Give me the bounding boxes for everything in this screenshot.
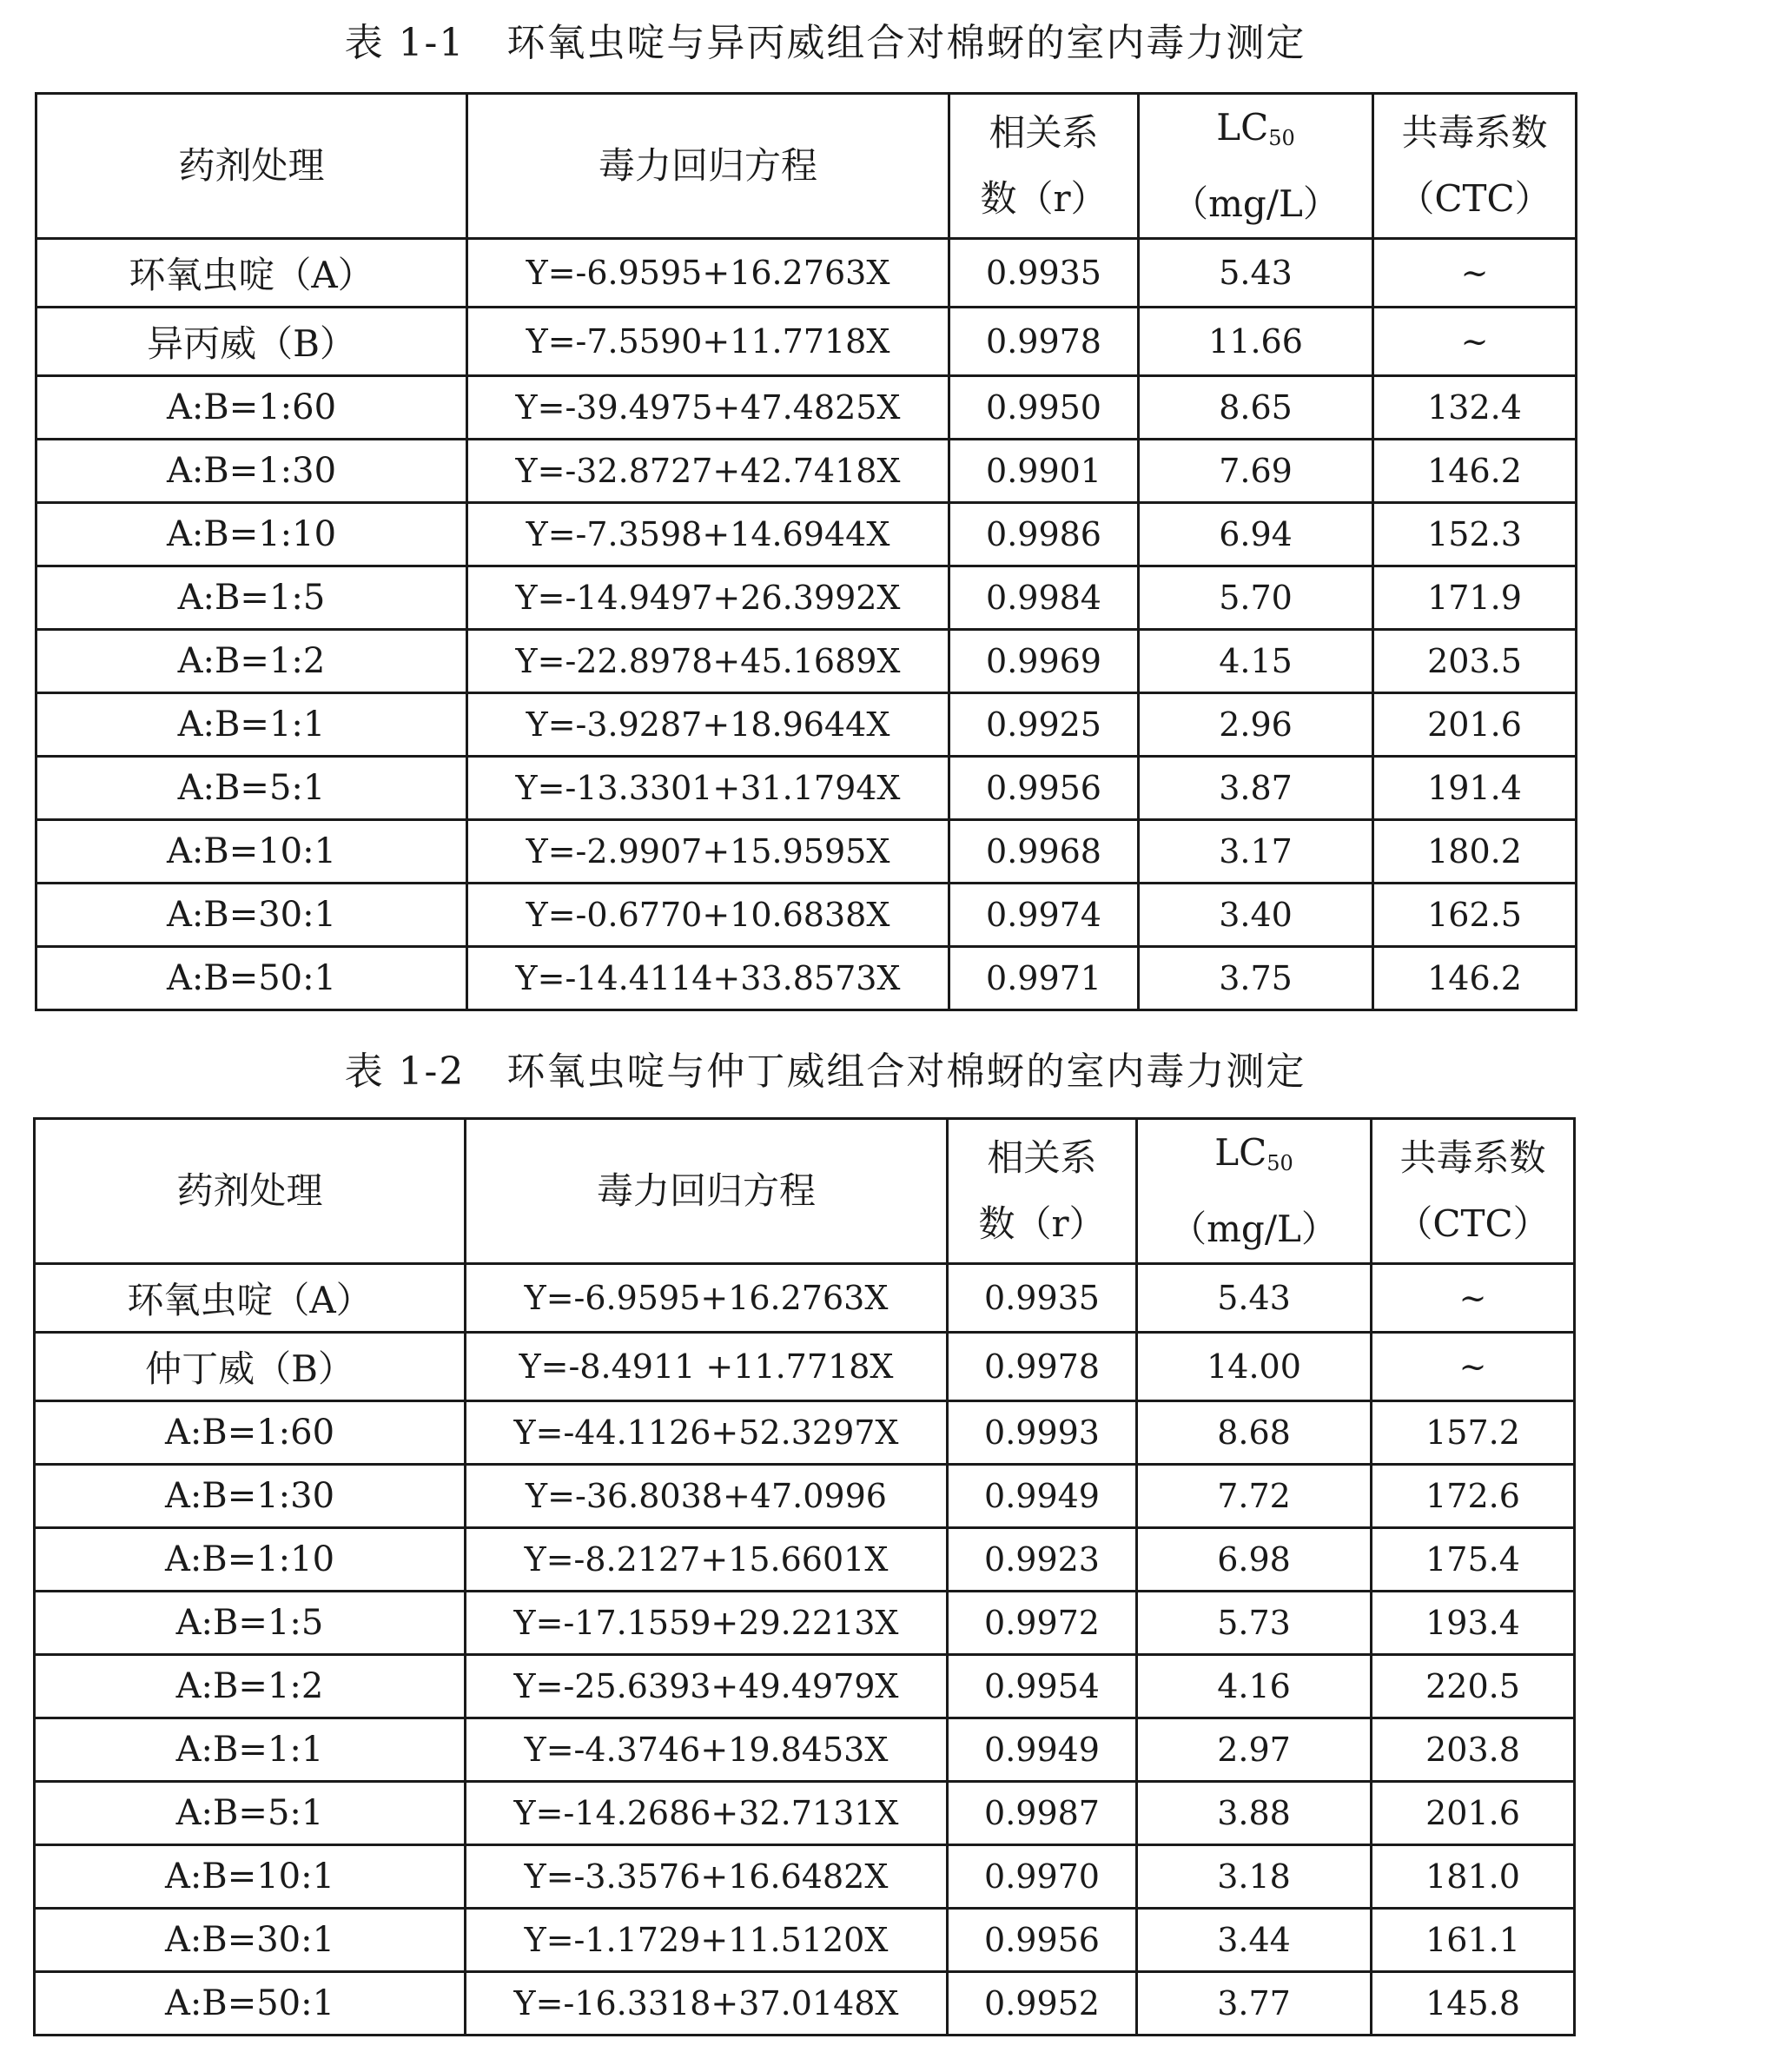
cell-ctc: 161.1 bbox=[1372, 1909, 1575, 1972]
table-row bbox=[35, 1465, 1575, 1528]
cell-treatment: A:B=50:1 bbox=[36, 947, 467, 1010]
cell-ctc: 191.4 bbox=[1373, 757, 1577, 820]
cell-equation: Y=-13.3301+31.1794X bbox=[467, 757, 949, 820]
table-row bbox=[35, 1333, 1575, 1401]
cell-equation: Y=-4.3746+19.8453X bbox=[466, 1718, 948, 1782]
cell-treatment: A:B=50:1 bbox=[35, 1972, 466, 2036]
table-row bbox=[36, 693, 1577, 757]
cell-treatment: A:B=1:2 bbox=[35, 1655, 466, 1718]
col-header-treatment: 药剂处理 bbox=[35, 1119, 466, 1264]
table-row bbox=[36, 820, 1577, 884]
table-row bbox=[36, 440, 1577, 503]
cell-r: 0.9969 bbox=[949, 630, 1139, 693]
cell-ctc: ~ bbox=[1373, 308, 1577, 376]
col-header-lc-sub: 50 bbox=[1266, 1151, 1293, 1175]
cell-r: 0.9972 bbox=[948, 1592, 1137, 1655]
cell-equation: Y=-3.3576+16.6482X bbox=[466, 1845, 948, 1909]
cell-r: 0.9987 bbox=[948, 1782, 1137, 1845]
table-row bbox=[36, 376, 1577, 440]
cell-equation: Y=-36.8038+47.0996 bbox=[466, 1465, 948, 1528]
col-header-lc-sub: 50 bbox=[1268, 126, 1295, 150]
cell-lc50: 2.97 bbox=[1137, 1718, 1372, 1782]
cell-r: 0.9923 bbox=[948, 1528, 1137, 1592]
col-header-lc50 bbox=[1139, 94, 1373, 239]
table-row bbox=[35, 1909, 1575, 1972]
table-row bbox=[36, 503, 1577, 566]
cell-ctc: 132.4 bbox=[1373, 376, 1577, 440]
col-header-ctc bbox=[1373, 94, 1577, 239]
col-header-lc-unit: （mg/L） bbox=[1172, 182, 1339, 225]
table-row bbox=[35, 1592, 1575, 1655]
col-header-r-line1: 相关系 bbox=[987, 1136, 1097, 1179]
cell-r: 0.9901 bbox=[949, 440, 1139, 503]
col-header-r-line2: 数（r） bbox=[980, 177, 1108, 220]
cell-r: 0.9970 bbox=[948, 1845, 1137, 1909]
col-header-ctc-line2: （CTC） bbox=[1398, 177, 1551, 220]
cell-equation: Y=-3.9287+18.9644X bbox=[467, 693, 949, 757]
cell-equation: Y=-14.9497+26.3992X bbox=[467, 566, 949, 630]
table-row bbox=[36, 757, 1577, 820]
cell-lc50: 3.40 bbox=[1139, 884, 1373, 947]
cell-lc50: 6.98 bbox=[1137, 1528, 1372, 1592]
cell-lc50: 3.75 bbox=[1139, 947, 1373, 1010]
cell-equation: Y=-2.9907+15.9595X bbox=[467, 820, 949, 884]
cell-treatment: A:B=1:60 bbox=[36, 376, 467, 440]
cell-r: 0.9984 bbox=[949, 566, 1139, 630]
table-row bbox=[36, 884, 1577, 947]
cell-lc50: 3.44 bbox=[1137, 1909, 1372, 1972]
cell-lc50: 3.88 bbox=[1137, 1782, 1372, 1845]
table-row bbox=[36, 630, 1577, 693]
col-header-lc-unit: （mg/L） bbox=[1170, 1208, 1338, 1250]
table-number: 表 1-1 bbox=[344, 21, 466, 65]
col-header-r-line2: 数（r） bbox=[978, 1202, 1106, 1245]
col-header-ctc-line1: 共毒系数 bbox=[1399, 1136, 1546, 1179]
table-caption bbox=[0, 1048, 1650, 1096]
cell-treatment: A:B=1:10 bbox=[35, 1528, 466, 1592]
col-header-ctc-line1: 共毒系数 bbox=[1401, 111, 1548, 154]
toxicity-table bbox=[33, 1117, 1576, 2036]
cell-treatment: A:B=1:30 bbox=[35, 1465, 466, 1528]
cell-equation: Y=-8.2127+15.6601X bbox=[466, 1528, 948, 1592]
cell-lc50: 5.70 bbox=[1139, 566, 1373, 630]
table-row bbox=[36, 239, 1577, 308]
cell-r: 0.9974 bbox=[949, 884, 1139, 947]
table-row bbox=[35, 1782, 1575, 1845]
cell-ctc: 152.3 bbox=[1373, 503, 1577, 566]
cell-ctc: 146.2 bbox=[1373, 947, 1577, 1010]
cell-lc50: 3.18 bbox=[1137, 1845, 1372, 1909]
table-row bbox=[35, 1845, 1575, 1909]
cell-r: 0.9950 bbox=[949, 376, 1139, 440]
cell-treatment: 环氧虫啶（A） bbox=[35, 1264, 466, 1333]
cell-equation: Y=-7.3598+14.6944X bbox=[467, 503, 949, 566]
cell-ctc: 162.5 bbox=[1373, 884, 1577, 947]
col-header-ctc bbox=[1372, 1119, 1575, 1264]
cell-r: 0.9968 bbox=[949, 820, 1139, 884]
cell-equation: Y=-6.9595+16.2763X bbox=[466, 1264, 948, 1333]
table-title: 环氧虫啶与仲丁威组合对棉蚜的室内毒力测定 bbox=[506, 1049, 1306, 1094]
cell-treatment: 仲丁威（B） bbox=[35, 1333, 466, 1401]
cell-equation: Y=-16.3318+37.0148X bbox=[466, 1972, 948, 2036]
cell-equation: Y=-17.1559+29.2213X bbox=[466, 1592, 948, 1655]
cell-r: 0.9978 bbox=[949, 308, 1139, 376]
col-header-r-line1: 相关系 bbox=[989, 111, 1099, 154]
cell-ctc: 175.4 bbox=[1372, 1528, 1575, 1592]
cell-r: 0.9952 bbox=[948, 1972, 1137, 2036]
cell-equation: Y=-1.1729+11.5120X bbox=[466, 1909, 948, 1972]
cell-r: 0.9925 bbox=[949, 693, 1139, 757]
cell-lc50: 3.87 bbox=[1139, 757, 1373, 820]
cell-treatment: A:B=1:5 bbox=[35, 1592, 466, 1655]
cell-equation: Y=-22.8978+45.1689X bbox=[467, 630, 949, 693]
table-row bbox=[36, 308, 1577, 376]
cell-equation: Y=-25.6393+49.4979X bbox=[466, 1655, 948, 1718]
table-caption bbox=[0, 19, 1650, 68]
col-header-treatment: 药剂处理 bbox=[36, 94, 467, 239]
cell-treatment: A:B=30:1 bbox=[35, 1909, 466, 1972]
col-header-lc50 bbox=[1137, 1119, 1372, 1264]
cell-r: 0.9949 bbox=[948, 1465, 1137, 1528]
cell-treatment: A:B=5:1 bbox=[35, 1782, 466, 1845]
cell-lc50: 5.43 bbox=[1139, 239, 1373, 308]
cell-treatment: A:B=1:2 bbox=[36, 630, 467, 693]
cell-treatment: A:B=1:10 bbox=[36, 503, 467, 566]
cell-treatment: A:B=10:1 bbox=[36, 820, 467, 884]
cell-lc50: 7.72 bbox=[1137, 1465, 1372, 1528]
cell-r: 0.9971 bbox=[949, 947, 1139, 1010]
cell-treatment: A:B=1:60 bbox=[35, 1401, 466, 1465]
cell-equation: Y=-14.2686+32.7131X bbox=[466, 1782, 948, 1845]
cell-equation: Y=-14.4114+33.8573X bbox=[467, 947, 949, 1010]
table-number: 表 1-2 bbox=[344, 1049, 466, 1094]
cell-ctc: 181.0 bbox=[1372, 1845, 1575, 1909]
table-row bbox=[35, 1655, 1575, 1718]
cell-lc50: 14.00 bbox=[1137, 1333, 1372, 1401]
cell-r: 0.9949 bbox=[948, 1718, 1137, 1782]
toxicity-table bbox=[35, 92, 1577, 1011]
cell-equation: Y=-6.9595+16.2763X bbox=[467, 239, 949, 308]
table-title: 环氧虫啶与异丙威组合对棉蚜的室内毒力测定 bbox=[506, 21, 1306, 65]
cell-ctc: 203.5 bbox=[1373, 630, 1577, 693]
table-row bbox=[35, 1972, 1575, 2036]
col-header-lc-main: LC bbox=[1216, 106, 1269, 149]
cell-lc50: 3.17 bbox=[1139, 820, 1373, 884]
cell-treatment: A:B=5:1 bbox=[36, 757, 467, 820]
cell-ctc: 220.5 bbox=[1372, 1655, 1575, 1718]
cell-r: 0.9956 bbox=[948, 1909, 1137, 1972]
cell-lc50: 6.94 bbox=[1139, 503, 1373, 566]
cell-equation: Y=-32.8727+42.7418X bbox=[467, 440, 949, 503]
cell-ctc: ~ bbox=[1372, 1264, 1575, 1333]
cell-ctc: 146.2 bbox=[1373, 440, 1577, 503]
cell-lc50: 5.43 bbox=[1137, 1264, 1372, 1333]
cell-lc50: 2.96 bbox=[1139, 693, 1373, 757]
table-row bbox=[36, 566, 1577, 630]
cell-r: 0.9935 bbox=[948, 1264, 1137, 1333]
cell-ctc: ~ bbox=[1372, 1333, 1575, 1401]
table-row bbox=[35, 1718, 1575, 1782]
cell-ctc: 193.4 bbox=[1372, 1592, 1575, 1655]
cell-equation: Y=-7.5590+11.7718X bbox=[467, 308, 949, 376]
cell-treatment: 环氧虫啶（A） bbox=[36, 239, 467, 308]
cell-r: 0.9956 bbox=[949, 757, 1139, 820]
cell-treatment: A:B=1:1 bbox=[36, 693, 467, 757]
col-header-equation: 毒力回归方程 bbox=[467, 94, 949, 239]
col-header-lc-main: LC bbox=[1214, 1131, 1267, 1174]
cell-r: 0.9935 bbox=[949, 239, 1139, 308]
cell-lc50: 7.69 bbox=[1139, 440, 1373, 503]
table-row bbox=[35, 1264, 1575, 1333]
cell-ctc: 201.6 bbox=[1372, 1782, 1575, 1845]
cell-ctc: 180.2 bbox=[1373, 820, 1577, 884]
cell-treatment: A:B=1:30 bbox=[36, 440, 467, 503]
table-row bbox=[35, 1401, 1575, 1465]
cell-ctc: ~ bbox=[1373, 239, 1577, 308]
cell-r: 0.9978 bbox=[948, 1333, 1137, 1401]
cell-lc50: 5.73 bbox=[1137, 1592, 1372, 1655]
col-header-r bbox=[949, 94, 1139, 239]
col-header-r bbox=[948, 1119, 1137, 1264]
cell-equation: Y=-39.4975+47.4825X bbox=[467, 376, 949, 440]
cell-ctc: 201.6 bbox=[1373, 693, 1577, 757]
cell-lc50: 8.65 bbox=[1139, 376, 1373, 440]
cell-treatment: 异丙威（B） bbox=[36, 308, 467, 376]
table-row bbox=[36, 947, 1577, 1010]
header-row bbox=[35, 1119, 1575, 1264]
cell-lc50: 8.68 bbox=[1137, 1401, 1372, 1465]
cell-lc50: 4.16 bbox=[1137, 1655, 1372, 1718]
cell-ctc: 172.6 bbox=[1372, 1465, 1575, 1528]
cell-lc50: 11.66 bbox=[1139, 308, 1373, 376]
cell-ctc: 171.9 bbox=[1373, 566, 1577, 630]
cell-ctc: 157.2 bbox=[1372, 1401, 1575, 1465]
cell-treatment: A:B=30:1 bbox=[36, 884, 467, 947]
cell-ctc: 145.8 bbox=[1372, 1972, 1575, 2036]
cell-ctc: 203.8 bbox=[1372, 1718, 1575, 1782]
cell-treatment: A:B=10:1 bbox=[35, 1845, 466, 1909]
cell-equation: Y=-8.4911 +11.7718X bbox=[466, 1333, 948, 1401]
col-header-equation: 毒力回归方程 bbox=[466, 1119, 948, 1264]
cell-lc50: 3.77 bbox=[1137, 1972, 1372, 2036]
cell-equation: Y=-44.1126+52.3297X bbox=[466, 1401, 948, 1465]
col-header-ctc-line2: （CTC） bbox=[1396, 1202, 1550, 1245]
cell-r: 0.9993 bbox=[948, 1401, 1137, 1465]
cell-treatment: A:B=1:1 bbox=[35, 1718, 466, 1782]
header-row bbox=[36, 94, 1577, 239]
cell-r: 0.9986 bbox=[949, 503, 1139, 566]
table-row bbox=[35, 1528, 1575, 1592]
cell-equation: Y=-0.6770+10.6838X bbox=[467, 884, 949, 947]
cell-r: 0.9954 bbox=[948, 1655, 1137, 1718]
cell-treatment: A:B=1:5 bbox=[36, 566, 467, 630]
cell-lc50: 4.15 bbox=[1139, 630, 1373, 693]
